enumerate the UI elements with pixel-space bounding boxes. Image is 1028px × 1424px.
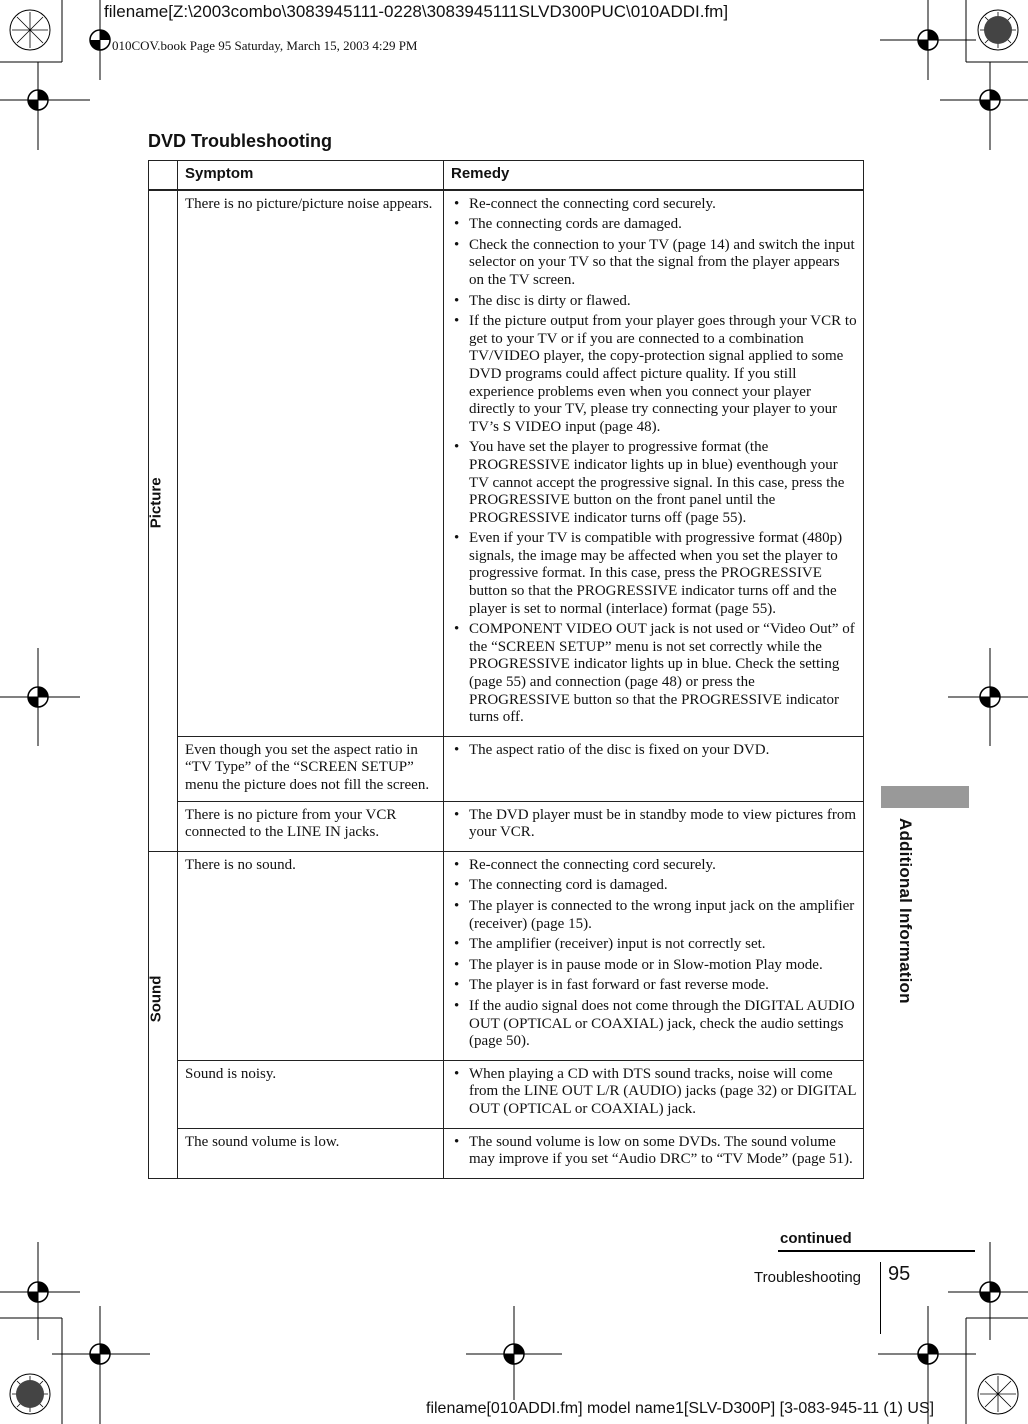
category-picture: [149, 190, 178, 852]
symptom-cell: Sound is noisy.: [178, 1060, 444, 1128]
remedy-item: • COMPONENT VIDEO OUT jack is not used or “Video Out” of the “SCREEN SETUP” menu is not set correctly while the PROGRESSIVE indicator lights up in blue. Check the setting (page 55) and connection (page 48) or press the PROGRESSIVE button so that the PROGRESSIVE indicator turns off.: [451, 621, 857, 727]
book-info: 010COV.book Page 95 Saturday, March 15, 2003 4:29 PM: [112, 38, 418, 53]
remedy-item: • You have set the player to progressive format (the PROGRESSIVE indicator lights up in blue) eventhough your TV cannot accept the progressive signal. In this case, press the PROGRESSIVE button on the front panel until the PROGRESSIVE indicator turns off (page 55).: [451, 439, 857, 527]
remedy-item: • If the picture output from your player goes through your VCR to get to your TV or if you are connected to a combination TV/VIDEO player, the copy-protection signal applied to some DVD programs could affect picture quality. If you still experience problems even when you connect your player directly to your TV, please try connecting your player to your TV’s S VIDEO input (page 48).: [451, 313, 857, 436]
remedy-item: • The disc is dirty or flawed.: [451, 293, 857, 311]
symptom-cell: There is no picture/picture noise appears.: [178, 190, 444, 737]
remedy-header: Remedy: [444, 161, 864, 190]
symptom-cell: There is no picture from your VCR connected to the LINE IN jacks.: [178, 801, 444, 851]
table-row: [149, 1060, 864, 1128]
page-number: 95: [888, 1263, 911, 1285]
side-tab-marker: [881, 786, 969, 808]
category-sound: [149, 851, 178, 1178]
symptom-cell: Even though you set the aspect ratio in “TV Type” of the “SCREEN SETUP” menu the picture does not fill the screen.: [178, 736, 444, 801]
remedy-item: • The player is in fast forward or fast reverse mode.: [451, 977, 857, 995]
remedy-item: • If the audio signal does not come through the DIGITAL AUDIO OUT (OPTICAL or COAXIAL) jack, check the audio settings (page 50).: [451, 998, 857, 1051]
remedy-item: • The player is connected to the wrong input jack on the amplifier (receiver) (page 15).: [451, 898, 857, 933]
symptom-cell: There is no sound.: [178, 851, 444, 1060]
remedy-cell: [444, 1060, 864, 1128]
remedy-cell: [444, 736, 864, 801]
continued-rule: [778, 1250, 975, 1252]
remedy-item: • Even if your TV is compatible with progressive format (480p) signals, the image may be affected when you set the player to progressive format. In this case, press the PROGRESSIVE button so that the PROGRESSIVE indicator turns off and the player is set to normal (interlace) format (page 55).: [451, 530, 857, 618]
footer-filename: filename[010ADDI.fm] model name1[SLV-D300P] [3-083-945-11 (1) US]: [426, 1400, 935, 1417]
table-row: [149, 1128, 864, 1178]
table-row: [149, 736, 864, 801]
footer-section-name: Troubleshooting: [754, 1269, 862, 1286]
symptom-cell: The sound volume is low.: [178, 1128, 444, 1178]
remedy-item: • Check the connection to your TV (page 14) and switch the input selector on your TV so that the signal from the player appears on the TV screen.: [451, 237, 857, 290]
remedy-item: • The DVD player must be in standby mode to view pictures from your VCR.: [451, 807, 857, 842]
remedy-cell: [444, 801, 864, 851]
table-row: [149, 851, 864, 1060]
category-label-picture: Picture: [147, 477, 165, 529]
category-label-sound: Sound: [147, 975, 165, 1023]
header-filename: filename[Z:\2003combo\3083945111-0228\3083945111SLVD300PUC\010ADDI.fm]: [104, 2, 729, 21]
remedy-cell: [444, 190, 864, 737]
remedy-item: • The player is in pause mode or in Slow-motion Play mode.: [451, 957, 857, 975]
remedy-item: • When playing a CD with DTS sound tracks, noise will come from the LINE OUT L/R (AUDIO) jacks (page 32) or DIGITAL OUT (OPTICAL or COAXIAL) jack.: [451, 1066, 857, 1119]
remedy-item: • The connecting cords are damaged.: [451, 216, 857, 234]
table-header-corner: [149, 161, 178, 190]
remedy-item: • The aspect ratio of the disc is fixed on your DVD.: [451, 742, 857, 760]
section-title: DVD Troubleshooting: [148, 131, 332, 151]
remedy-item: • Re-connect the connecting cord securely.: [451, 857, 857, 875]
continued-label: continued: [780, 1230, 852, 1247]
table-header-row: [149, 161, 864, 190]
symptom-header: Symptom: [178, 161, 444, 190]
remedy-cell: [444, 851, 864, 1060]
table-row: [149, 190, 864, 737]
troubleshooting-table: [148, 160, 864, 1179]
remedy-item: • The connecting cord is damaged.: [451, 877, 857, 895]
footer-divider: [880, 1262, 881, 1334]
remedy-item: • Re-connect the connecting cord securely.: [451, 196, 857, 214]
remedy-cell: [444, 1128, 864, 1178]
remedy-item: • The sound volume is low on some DVDs. The sound volume may improve if you set “Audio DRC” to “TV Mode” (page 51).: [451, 1134, 857, 1169]
side-section-label: Additional Information: [896, 818, 915, 1004]
table-row: [149, 801, 864, 851]
remedy-item: • The amplifier (receiver) input is not correctly set.: [451, 936, 857, 954]
